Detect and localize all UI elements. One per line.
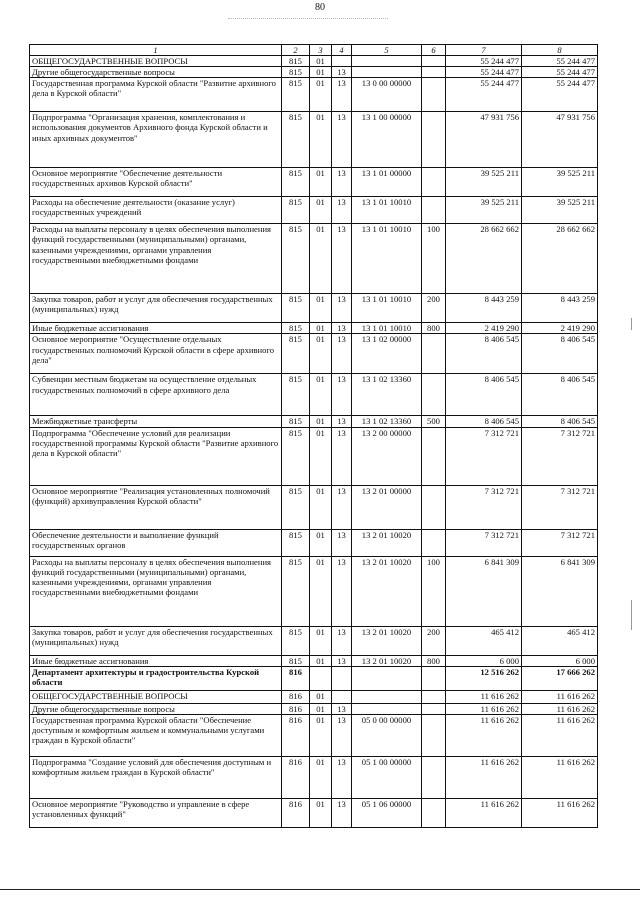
row-name-cell: Основное мероприятие "Руководство и управление в сфере установленных функций" (30, 798, 282, 827)
amount-col8-cell: 11 616 262 (522, 690, 598, 703)
expense-type-code-cell: 500 (422, 416, 446, 427)
amount-col8-cell: 2 419 290 (522, 323, 598, 334)
amount-col7-cell: 55 244 477 (446, 56, 522, 67)
grbs-code-cell: 816 (282, 666, 310, 690)
target-item-code-cell: 13 1 02 00000 (352, 334, 422, 374)
margin-scan-mark (631, 600, 632, 630)
subsection-code-cell: 13 (332, 427, 352, 485)
grbs-code-cell: 815 (282, 427, 310, 485)
amount-col8-cell: 28 662 662 (522, 224, 598, 294)
section-code-cell: 01 (310, 197, 332, 224)
amount-col7-cell: 47 931 756 (446, 112, 522, 168)
expense-type-code-cell (422, 197, 446, 224)
target-item-code-cell: 13 1 02 13360 (352, 374, 422, 416)
amount-col7-cell: 6 000 (446, 655, 522, 666)
row-name-cell: Государственная программа Курской области "Развитие архивного дела в Курской области" (30, 78, 282, 112)
column-header: 2 (282, 45, 310, 56)
column-header: 7 (446, 45, 522, 56)
target-item-code-cell: 05 1 06 00000 (352, 798, 422, 827)
grbs-code-cell: 815 (282, 67, 310, 78)
amount-col7-cell: 39 525 211 (446, 168, 522, 197)
grbs-code-cell: 815 (282, 168, 310, 197)
section-code-cell: 01 (310, 416, 332, 427)
subsection-code-cell: 13 (332, 626, 352, 655)
amount-col7-cell: 8 406 545 (446, 416, 522, 427)
amount-col7-cell: 11 616 262 (446, 798, 522, 827)
column-header: 4 (332, 45, 352, 56)
amount-col7-cell: 8 406 545 (446, 374, 522, 416)
subsection-code-cell: 13 (332, 112, 352, 168)
amount-col7-cell: 6 841 309 (446, 556, 522, 626)
table-row (30, 323, 598, 334)
subsection-code-cell: 13 (332, 78, 352, 112)
section-code-cell: 01 (310, 112, 332, 168)
section-code-cell: 01 (310, 427, 332, 485)
row-name-cell: ОБЩЕГОСУДАРСТВЕННЫЕ ВОПРОСЫ (30, 56, 282, 67)
amount-col7-cell: 7 312 721 (446, 529, 522, 556)
subsection-code-cell: 13 (332, 485, 352, 529)
section-code-cell: 01 (310, 626, 332, 655)
row-name-cell: Иные бюджетные ассигнования (30, 655, 282, 666)
target-item-code-cell: 05 0 00 00000 (352, 714, 422, 756)
subsection-code-cell: 13 (332, 756, 352, 798)
row-name-cell: Основное мероприятие "Реализация установленных полномочий (функций) архивуправления Курской области" (30, 485, 282, 529)
table-row (30, 703, 598, 714)
amount-col7-cell: 11 616 262 (446, 714, 522, 756)
target-item-code-cell (352, 666, 422, 690)
row-name-cell: Подпрограмма "Обеспечение условий для реализации государственной программы Курской области "Развитие архивного дела в Курской области" (30, 427, 282, 485)
expense-type-code-cell (422, 112, 446, 168)
subsection-code-cell: 13 (332, 798, 352, 827)
column-header: 5 (352, 45, 422, 56)
section-code-cell: 01 (310, 224, 332, 294)
grbs-code-cell: 815 (282, 529, 310, 556)
target-item-code-cell: 13 2 01 10020 (352, 655, 422, 666)
amount-col8-cell: 47 931 756 (522, 112, 598, 168)
table-row (30, 666, 598, 690)
grbs-code-cell: 816 (282, 798, 310, 827)
section-code-cell: 01 (310, 529, 332, 556)
amount-col7-cell: 11 616 262 (446, 690, 522, 703)
table-row (30, 78, 598, 112)
subsection-code-cell: 13 (332, 655, 352, 666)
subsection-code-cell: 13 (332, 334, 352, 374)
grbs-code-cell: 816 (282, 756, 310, 798)
amount-col7-cell: 2 419 290 (446, 323, 522, 334)
expense-type-code-cell (422, 529, 446, 556)
amount-col8-cell: 55 244 477 (522, 56, 598, 67)
table-row (30, 756, 598, 798)
amount-col8-cell: 7 312 721 (522, 529, 598, 556)
subsection-code-cell: 13 (332, 703, 352, 714)
row-name-cell: Межбюджетные трансферты (30, 416, 282, 427)
grbs-code-cell: 815 (282, 655, 310, 666)
expense-type-code-cell (422, 427, 446, 485)
grbs-code-cell: 815 (282, 556, 310, 626)
column-header: 3 (310, 45, 332, 56)
grbs-code-cell: 815 (282, 224, 310, 294)
amount-col8-cell: 17 666 262 (522, 666, 598, 690)
expense-type-code-cell: 100 (422, 224, 446, 294)
amount-col7-cell: 11 616 262 (446, 703, 522, 714)
margin-scan-mark (631, 318, 632, 330)
amount-col8-cell: 8 443 259 (522, 294, 598, 323)
table-row (30, 374, 598, 416)
amount-col8-cell: 11 616 262 (522, 714, 598, 756)
expense-type-code-cell: 200 (422, 626, 446, 655)
amount-col7-cell: 7 312 721 (446, 427, 522, 485)
section-code-cell: 01 (310, 168, 332, 197)
table-row (30, 485, 598, 529)
target-item-code-cell: 13 2 01 00000 (352, 485, 422, 529)
subsection-code-cell: 13 (332, 714, 352, 756)
grbs-code-cell: 815 (282, 323, 310, 334)
target-item-code-cell: 13 1 01 10010 (352, 224, 422, 294)
subsection-code-cell: 13 (332, 294, 352, 323)
section-code-cell: 01 (310, 323, 332, 334)
row-name-cell: Расходы на обеспечение деятельности (оказание услуг) государственных учреждений (30, 197, 282, 224)
target-item-code-cell (352, 56, 422, 67)
amount-col8-cell: 465 412 (522, 626, 598, 655)
row-name-cell: Расходы на выплаты персоналу в целях обеспечения выполнения функций государственными (муниципальными) органами, казенными учреждениями, органами управления государственными внебюджетными фондами (30, 224, 282, 294)
target-item-code-cell (352, 690, 422, 703)
table-row (30, 798, 598, 827)
target-item-code-cell: 13 2 00 00000 (352, 427, 422, 485)
subsection-code-cell: 13 (332, 67, 352, 78)
row-name-cell: Департамент архитектуры и градостроительства Курской области (30, 666, 282, 690)
section-code-cell: 01 (310, 703, 332, 714)
subsection-code-cell: 13 (332, 374, 352, 416)
table-row (30, 655, 598, 666)
expense-type-code-cell: 100 (422, 556, 446, 626)
expense-type-code-cell (422, 703, 446, 714)
table-row (30, 294, 598, 323)
subsection-code-cell: 13 (332, 556, 352, 626)
column-header: 8 (522, 45, 598, 56)
table-row (30, 334, 598, 374)
subsection-code-cell: 13 (332, 224, 352, 294)
amount-col7-cell: 465 412 (446, 626, 522, 655)
subsection-code-cell (332, 56, 352, 67)
target-item-code-cell: 13 1 01 10010 (352, 197, 422, 224)
section-code-cell: 01 (310, 556, 332, 626)
table-row (30, 168, 598, 197)
amount-col7-cell: 11 616 262 (446, 756, 522, 798)
amount-col7-cell: 8 406 545 (446, 334, 522, 374)
amount-col8-cell: 6 841 309 (522, 556, 598, 626)
table-row (30, 626, 598, 655)
table-row (30, 714, 598, 756)
expense-type-code-cell (422, 78, 446, 112)
budget-table (29, 44, 598, 828)
expense-type-code-cell (422, 798, 446, 827)
expense-type-code-cell (422, 56, 446, 67)
target-item-code-cell: 13 1 01 00000 (352, 168, 422, 197)
column-header: 6 (422, 45, 446, 56)
row-name-cell: Основное мероприятие "Осуществление отдельных государственных полномочий Курской области в сфере архивного дела" (30, 334, 282, 374)
amount-col7-cell: 39 525 211 (446, 197, 522, 224)
expense-type-code-cell (422, 666, 446, 690)
expense-type-code-cell (422, 334, 446, 374)
row-name-cell: Обеспечение деятельности и выполнение функций государственных органов (30, 529, 282, 556)
amount-col8-cell: 11 616 262 (522, 798, 598, 827)
target-item-code-cell: 13 1 01 10010 (352, 294, 422, 323)
column-header: 1 (30, 45, 282, 56)
amount-col7-cell: 55 244 477 (446, 67, 522, 78)
section-code-cell: 01 (310, 756, 332, 798)
target-item-code-cell: 05 1 00 00000 (352, 756, 422, 798)
column-number-row (30, 45, 598, 56)
amount-col8-cell: 39 525 211 (522, 197, 598, 224)
row-name-cell: Субвенции местным бюджетам на осуществление отдельных государственных полномочий в сфере архивного дела (30, 374, 282, 416)
amount-col8-cell: 8 406 545 (522, 374, 598, 416)
expense-type-code-cell (422, 67, 446, 78)
amount-col8-cell: 11 616 262 (522, 703, 598, 714)
row-name-cell: Закупка товаров, работ и услуг для обеспечения государственных (муниципальных) нужд (30, 294, 282, 323)
expense-type-code-cell: 800 (422, 655, 446, 666)
table-row (30, 690, 598, 703)
subsection-code-cell: 13 (332, 416, 352, 427)
grbs-code-cell: 815 (282, 334, 310, 374)
amount-col8-cell: 7 312 721 (522, 427, 598, 485)
target-item-code-cell: 13 1 00 00000 (352, 112, 422, 168)
subsection-code-cell: 13 (332, 197, 352, 224)
table-row (30, 427, 598, 485)
amount-col8-cell: 11 616 262 (522, 756, 598, 798)
table-row (30, 416, 598, 427)
section-code-cell: 01 (310, 294, 332, 323)
section-code-cell: 01 (310, 485, 332, 529)
expense-type-code-cell (422, 374, 446, 416)
section-code-cell: 01 (310, 374, 332, 416)
amount-col7-cell: 8 443 259 (446, 294, 522, 323)
subsection-code-cell: 13 (332, 323, 352, 334)
amount-col7-cell: 28 662 662 (446, 224, 522, 294)
grbs-code-cell: 815 (282, 626, 310, 655)
expense-type-code-cell (422, 756, 446, 798)
table-row (30, 112, 598, 168)
table-row (30, 56, 598, 67)
row-name-cell: Основное мероприятие "Обеспечение деятельности государственных архивов Курской области" (30, 168, 282, 197)
grbs-code-cell: 815 (282, 112, 310, 168)
row-name-cell: Закупка товаров, работ и услуг для обеспечения государственных (муниципальных) нужд (30, 626, 282, 655)
row-name-cell: Подпрограмма "Создание условий для обеспечения доступным и комфортным жильем граждан в Курской области" (30, 756, 282, 798)
scan-noise-line (228, 18, 388, 20)
grbs-code-cell: 815 (282, 78, 310, 112)
amount-col8-cell: 55 244 477 (522, 67, 598, 78)
amount-col8-cell: 8 406 545 (522, 334, 598, 374)
section-code-cell: 01 (310, 714, 332, 756)
page-bottom-rule (0, 889, 640, 890)
section-code-cell: 01 (310, 78, 332, 112)
expense-type-code-cell (422, 485, 446, 529)
expense-type-code-cell: 200 (422, 294, 446, 323)
target-item-code-cell: 13 2 01 10020 (352, 529, 422, 556)
target-item-code-cell: 13 2 01 10020 (352, 626, 422, 655)
grbs-code-cell: 816 (282, 690, 310, 703)
subsection-code-cell (332, 666, 352, 690)
section-code-cell: 01 (310, 334, 332, 374)
section-code-cell (310, 666, 332, 690)
grbs-code-cell: 815 (282, 416, 310, 427)
target-item-code-cell: 13 0 00 00000 (352, 78, 422, 112)
section-code-cell: 01 (310, 56, 332, 67)
amount-col7-cell: 55 244 477 (446, 78, 522, 112)
section-code-cell: 01 (310, 67, 332, 78)
section-code-cell: 01 (310, 655, 332, 666)
section-code-cell: 01 (310, 690, 332, 703)
grbs-code-cell: 815 (282, 485, 310, 529)
row-name-cell: ОБЩЕГОСУДАРСТВЕННЫЕ ВОПРОСЫ (30, 690, 282, 703)
table-row (30, 67, 598, 78)
target-item-code-cell: 13 2 01 10020 (352, 556, 422, 626)
grbs-code-cell: 816 (282, 714, 310, 756)
amount-col8-cell: 55 244 477 (522, 78, 598, 112)
expense-type-code-cell (422, 714, 446, 756)
row-name-cell: Иные бюджетные ассигнования (30, 323, 282, 334)
target-item-code-cell: 13 1 01 10010 (352, 323, 422, 334)
table-row (30, 556, 598, 626)
amount-col8-cell: 39 525 211 (522, 168, 598, 197)
expense-type-code-cell (422, 168, 446, 197)
target-item-code-cell (352, 703, 422, 714)
table-row (30, 224, 598, 294)
amount-col7-cell: 12 516 262 (446, 666, 522, 690)
section-code-cell: 01 (310, 798, 332, 827)
row-name-cell: Другие общегосударственные вопросы (30, 703, 282, 714)
expense-type-code-cell (422, 690, 446, 703)
subsection-code-cell: 13 (332, 168, 352, 197)
row-name-cell: Подпрограмма "Организация хранения, комплектования и использования документов Архивного фонда Курской области и иных архивных документов" (30, 112, 282, 168)
grbs-code-cell: 815 (282, 197, 310, 224)
amount-col8-cell: 6 000 (522, 655, 598, 666)
target-item-code-cell: 13 1 02 13360 (352, 416, 422, 427)
subsection-code-cell (332, 690, 352, 703)
grbs-code-cell: 815 (282, 294, 310, 323)
table-row (30, 197, 598, 224)
table-row (30, 529, 598, 556)
subsection-code-cell: 13 (332, 529, 352, 556)
amount-col8-cell: 7 312 721 (522, 485, 598, 529)
grbs-code-cell: 815 (282, 56, 310, 67)
page-number: 80 (315, 2, 325, 13)
amount-col7-cell: 7 312 721 (446, 485, 522, 529)
grbs-code-cell: 815 (282, 374, 310, 416)
grbs-code-cell: 816 (282, 703, 310, 714)
row-name-cell: Другие общегосударственные вопросы (30, 67, 282, 78)
target-item-code-cell (352, 67, 422, 78)
row-name-cell: Государственная программа Курской области "Обеспечение доступным и комфортным жильем и коммунальными услугами граждан в Курской области" (30, 714, 282, 756)
expense-type-code-cell: 800 (422, 323, 446, 334)
row-name-cell: Расходы на выплаты персоналу в целях обеспечения выполнения функций государственными (муниципальными) органами, казенными учреждениями, органами управления государственными внебюджетными фондами (30, 556, 282, 626)
amount-col8-cell: 8 406 545 (522, 416, 598, 427)
